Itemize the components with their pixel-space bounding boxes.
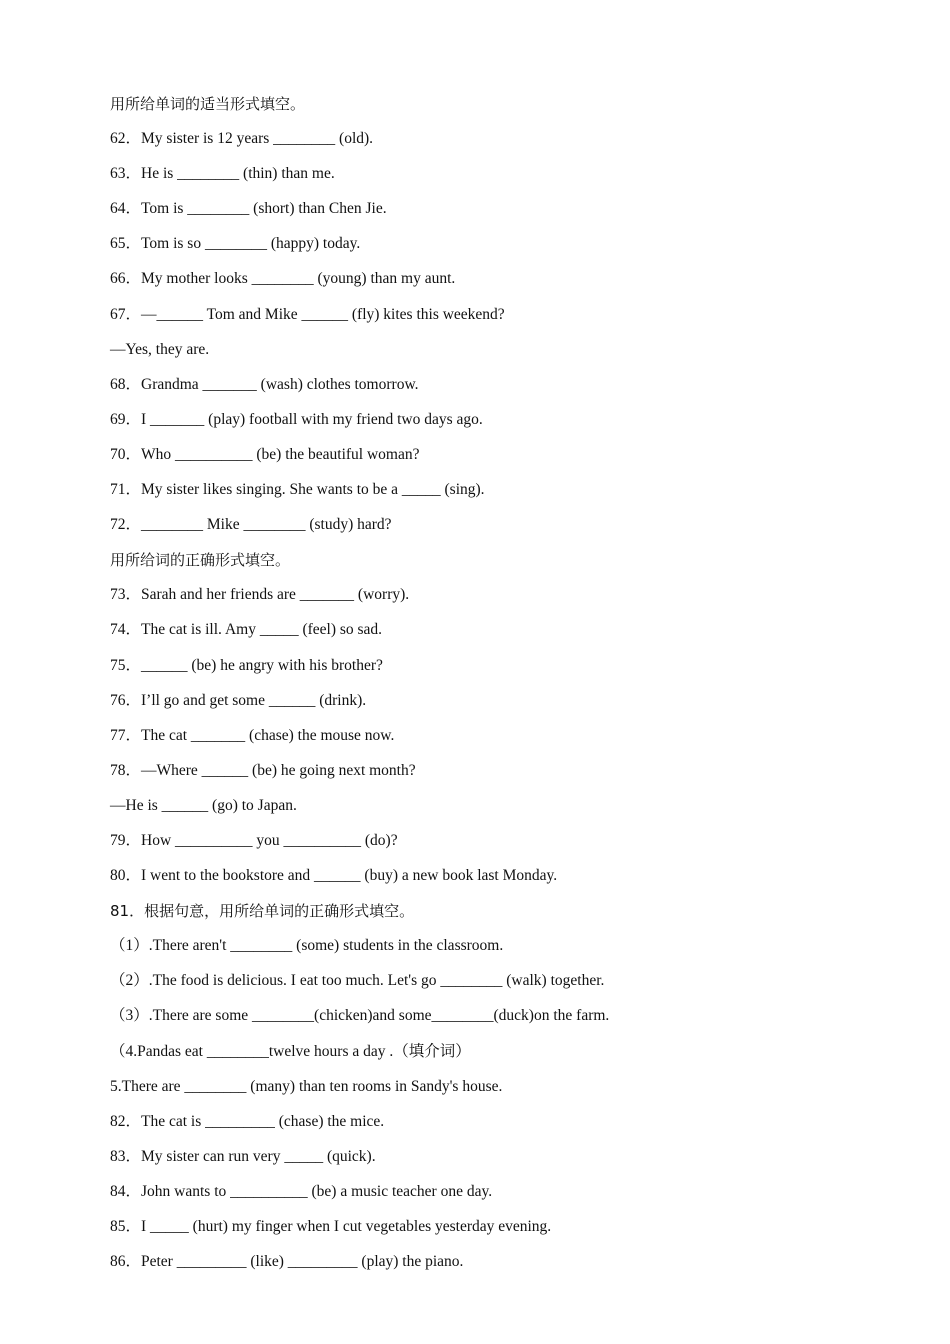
question-72: 72．________ Mike ________ (study) hard? — [110, 516, 392, 534]
question-66: 66．My mother looks ________ (young) than my aunt. — [110, 270, 456, 288]
question-83: 83．My sister can run very _____ (quick). — [110, 1147, 376, 1165]
question-81-part-5: 5.There are ________ (many) than ten rooms in Sandy's house. — [110, 1077, 503, 1095]
question-65: 65．Tom is so ________ (happy) today. — [110, 235, 361, 253]
question-71: 71．My sister likes singing. She wants to be a _____ (sing). — [110, 481, 485, 499]
question-76: 76．I’ll go and get some ______ (drink). — [110, 691, 367, 709]
question-63: 63．He is ________ (thin) than me. — [110, 165, 335, 183]
question-80: 80．I went to the bookstore and ______ (buy) a new book last Monday. — [110, 867, 558, 885]
question-70: 70．Who __________ (be) the beautiful woman? — [110, 445, 420, 463]
section-instruction: 用所给单词的适当形式填空。 — [110, 95, 306, 113]
question-67-answer-line: —Yes, they are. — [110, 340, 210, 358]
question-86: 86．Peter _________ (like) _________ (play) the piano. — [110, 1253, 464, 1271]
question-78-answer-line: —He is ______ (go) to Japan. — [110, 796, 297, 814]
question-85: 85．I _____ (hurt) my finger when I cut vegetables yesterday evening. — [110, 1218, 552, 1235]
question-62: 62．My sister is 12 years ________ (old). — [110, 130, 374, 148]
section-instruction: 用所给词的正确形式填空。 — [110, 551, 291, 570]
question-75: 75．______ (be) he angry with his brother? — [110, 656, 383, 674]
question-73: 73．Sarah and her friends are _______ (worry). — [110, 586, 410, 604]
question-79: 79．How __________ you __________ (do)? — [110, 831, 398, 849]
question-68: 68．Grandma _______ (wash) clothes tomorrow. — [110, 375, 419, 393]
question-81-part-3: （3）.There are some ________(chicken)and some________(duck)on the farm. — [110, 1007, 610, 1025]
question-82: 82．The cat is _________ (chase) the mice. — [110, 1112, 385, 1130]
question-69: 69．I _______ (play) football with my friend two days ago. — [110, 410, 483, 428]
question-81-part-2: （2）.The food is delicious. I eat too much. Let's go ________ (walk) together. — [110, 972, 605, 990]
question-64: 64．Tom is ________ (short) than Chen Jie. — [110, 200, 387, 218]
question-78: 78．—Where ______ (be) he going next month? — [110, 761, 416, 779]
question-84: 84．John wants to __________ (be) a music teacher one day. — [110, 1182, 493, 1200]
question-81-part-4: （4.Pandas eat ________twelve hours a day .（填介词） — [110, 1042, 471, 1060]
question-77: 77．The cat _______ (chase) the mouse now. — [110, 726, 395, 744]
question-81-instruction: 81．根据句意，用所给单词的正确形式填空。 — [110, 902, 415, 921]
exercise-list — [110, 92, 910, 1285]
question-74: 74．The cat is ill. Amy _____ (feel) so sad. — [110, 621, 383, 639]
question-81-part-1: （1）.There aren't ________ (some) students in the classroom. — [110, 937, 504, 955]
question-67: 67．—______ Tom and Mike ______ (fly) kites this weekend? — [110, 305, 505, 323]
